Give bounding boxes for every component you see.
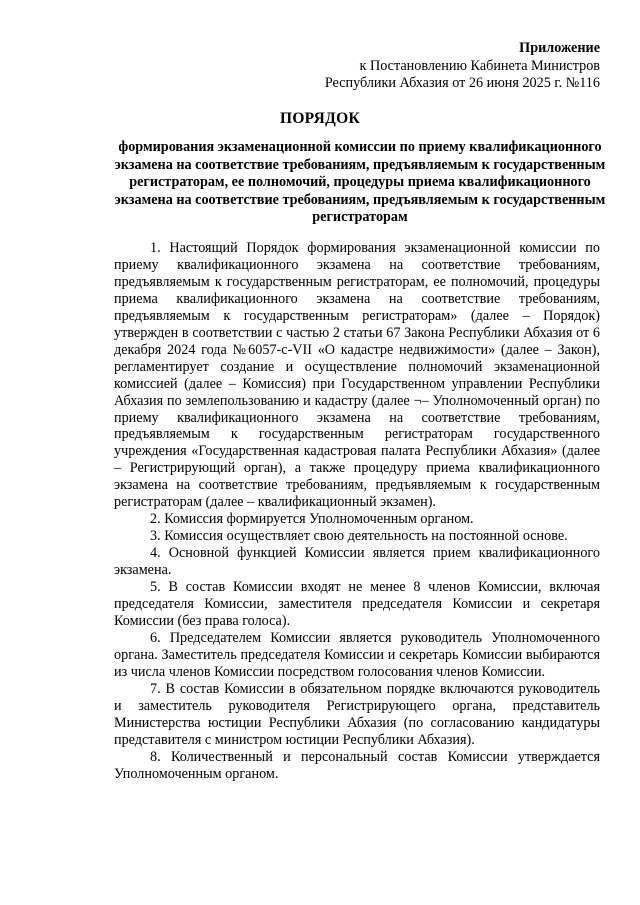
appendix-line-1: к Постановлению Кабинета Министров	[359, 57, 600, 74]
paragraph-2: 2. Комиссия формируется Уполномоченным органом.	[150, 511, 474, 528]
paragraph-1: 1. Настоящий Порядок формирования экзаменационной комиссии по приему квалификационного экзамена на соответствие требованиям, предъявляемым к государственным регистраторам, ее полномочий, процедуры приема квалификационного экзамена на соответствие требованиям, предъявляемым к государственным регистраторам» (далее – Порядок) утвержден в соответствии с частью 2 статьи 67 Закона Республики Абхазия от 6 декабря 2024 года №6057-с-VII «О кадастре недвижимости» (далее – Закон), регламентирует создание и осуществление полномочий экзаменационной комиссией (далее – Комиссия) при Государственном управлении Республики Абхазия по землепользованию и кадастру (далее ¬– Уполномоченный орган) по приему квалификационного экзамена на соответствие требованиям, предъявляемым к государственным регистраторам государственного учреждения «Государственная кадастровая палата Республики Абхазия» (далее – Регистрирующий орган), а также процедуру приема квалификационного экзамена на соответствие требованиям, предъявляемым к государственным регистраторам (далее – квалификационный экзамен).	[114, 240, 600, 511]
paragraph-4: 4. Основной функцией Комиссии является прием квалификационного экзамена.	[114, 545, 600, 579]
appendix-block	[325, 40, 600, 93]
appendix-line-2: Республики Абхазия от 26 июня 2025 г. №116	[324, 75, 600, 91]
appendix-label: Приложение	[519, 40, 600, 56]
paragraph-3: 3. Комиссия осуществляет свою деятельность на постоянной основе.	[150, 528, 568, 545]
paragraph-8: 8. Количественный и персональный состав Комиссии утверждается Уполномоченным органом.	[114, 748, 600, 782]
paragraph-6: 6. Председателем Комиссии является руководитель Уполномоченного органа. Заместитель председателя Комиссии и секретарь Комиссии выбираются из числа членов Комиссии посредством голосования членов Комиссии.	[114, 629, 600, 680]
paragraph-5: 5. В состав Комиссии входят не менее 8 членов Комиссии, включая председателя Комиссии, заместителя председателя Комиссии и секретаря Комиссии (без права голоса).	[114, 579, 600, 629]
document-body	[114, 240, 600, 783]
paragraph-7: 7. В состав Комиссии в обязательном порядке включаются руководитель и заместитель руководителя Регистрирующего органа, представитель Министерства юстиции Республики Абхазия (по согласованию кандидатуры представителя с министром юстиции Республики Абхазия).	[114, 680, 600, 748]
document-subtitle: формирования экзаменационной комиссии по приему квалификационного экзамена на соответствие требованиям, предъявляемым к государственным регистраторам, ее полномочий, процедуры приема квалификационного экзамена на соответствие требованиям, предъявляемым к государственным регистраторам	[114, 139, 606, 226]
document-title: ПОРЯДОК	[279, 110, 361, 127]
